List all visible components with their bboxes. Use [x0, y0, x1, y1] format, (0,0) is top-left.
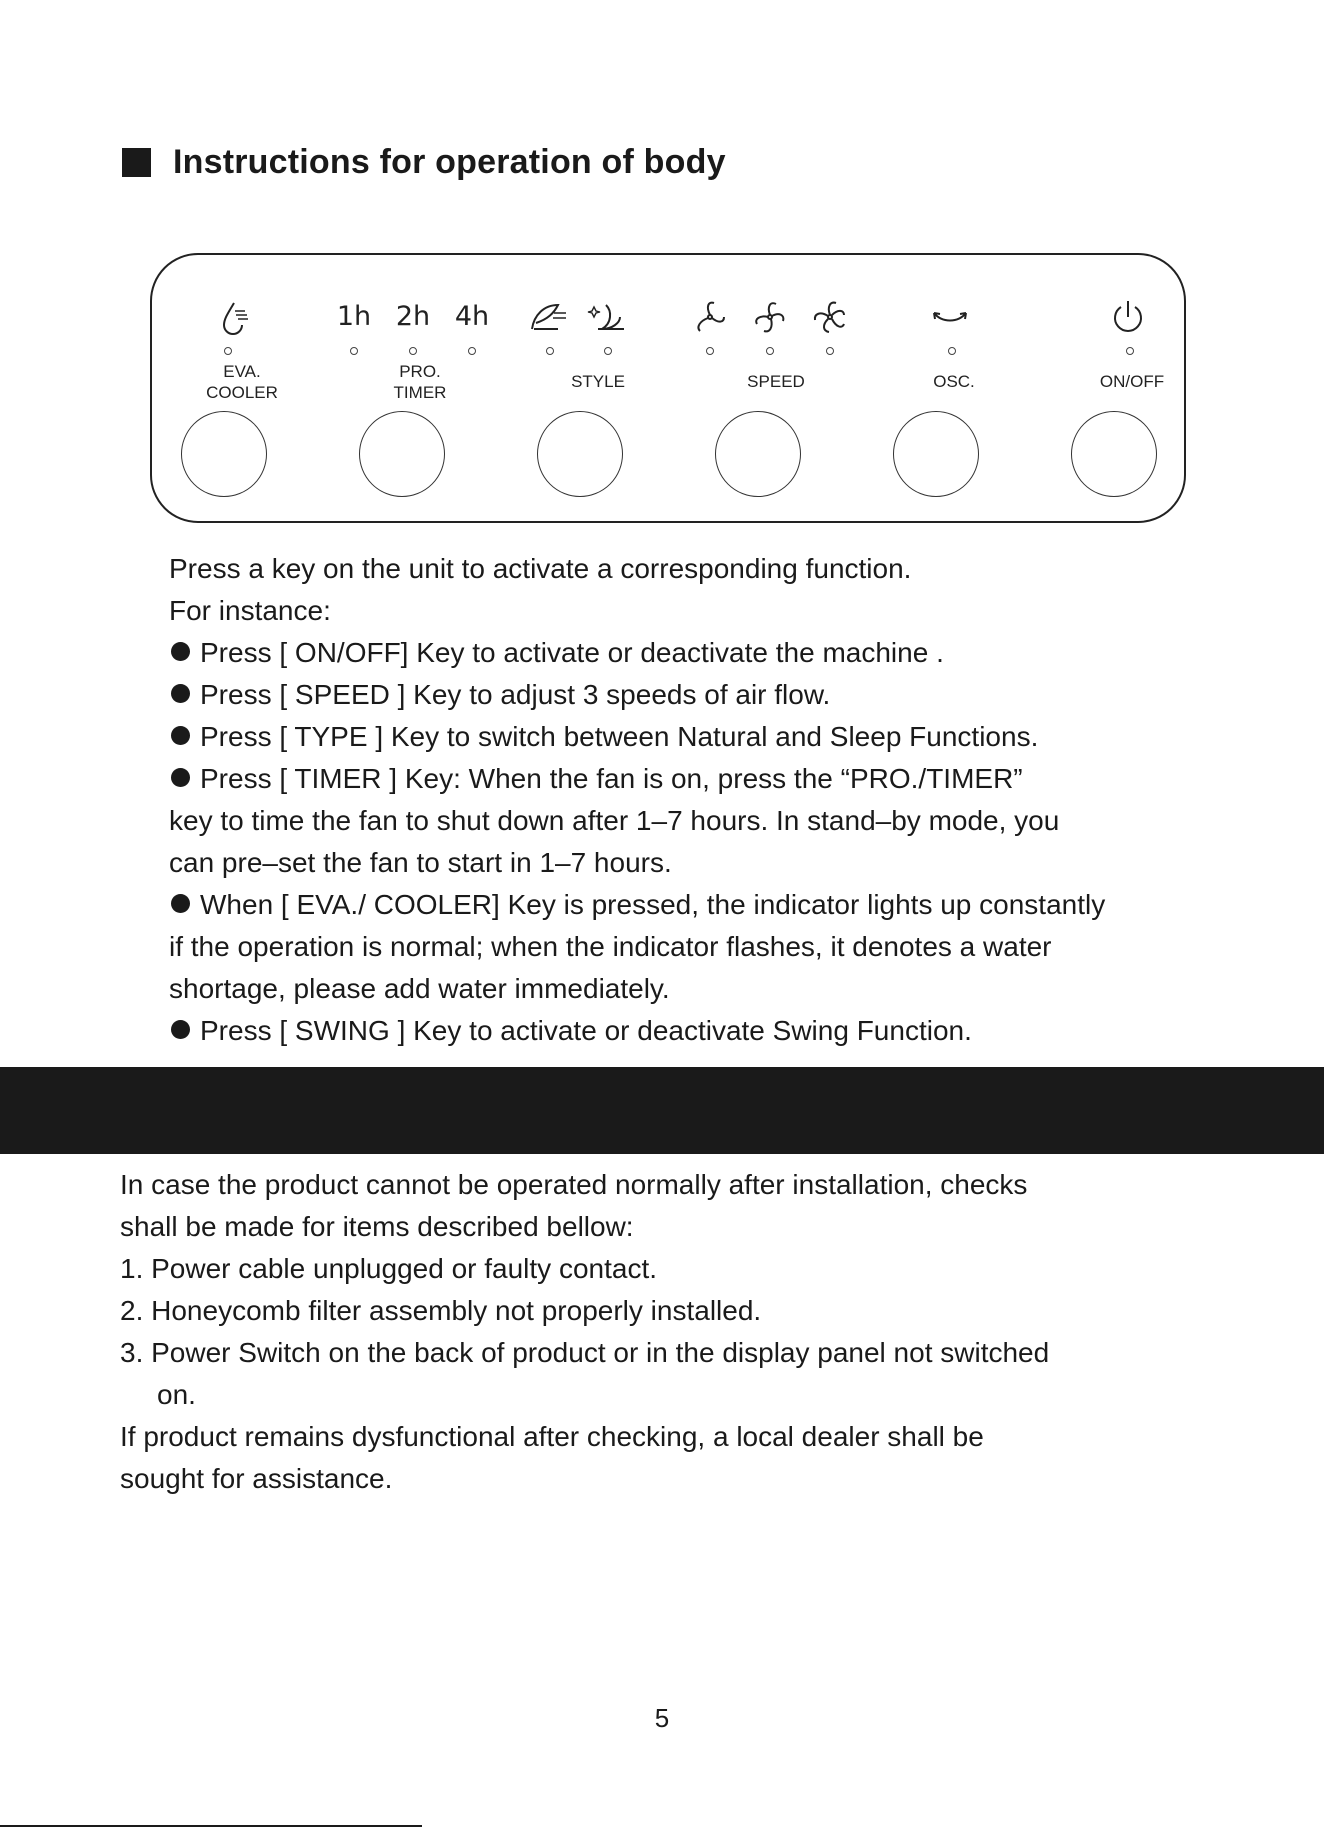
natural-wind-leaf-icon	[526, 297, 574, 337]
bullet-timer-line3: can pre–set the fan to start in 1–7 hours.	[169, 847, 672, 878]
onoff-label: ON/OFF	[1099, 372, 1165, 391]
timer-4h-text: 4h	[454, 301, 490, 332]
style-group	[508, 255, 688, 521]
speed-label: SPEED	[747, 372, 805, 391]
bullet-type: Press [ TYPE ] Key to switch between Natural and Sleep Functions.	[169, 716, 1209, 758]
section-title: Instructions for operation of body	[173, 143, 726, 181]
speed-mid-led	[766, 347, 774, 355]
footer-rule	[0, 1825, 422, 1827]
page-number: 5	[654, 1703, 670, 1733]
bullet-eva-line3: shortage, please add water immediately.	[169, 973, 670, 1004]
ts-item3-line1: 3. Power Switch on the back of product or in the display panel not switched	[120, 1337, 1050, 1368]
intro-line1: Press a key on the unit to activate a corresponding function.	[169, 553, 912, 584]
bullet-eva: When [ EVA./ COOLER] Key is pressed, the indicator lights up constantly	[169, 884, 1209, 926]
ts-para1-line1: In case the product cannot be operated normally after installation, checks	[120, 1169, 1028, 1200]
timer-button[interactable]	[359, 411, 445, 497]
eva-indicator-led	[224, 347, 232, 355]
style-sleep-led	[604, 347, 612, 355]
ts-item2: 2. Honeycomb filter assembly not properly installed.	[120, 1295, 762, 1326]
eva-cooler-button[interactable]	[181, 411, 267, 497]
osc-button[interactable]	[893, 411, 979, 497]
eva-label-line2: COOLER	[206, 383, 278, 402]
timer-1h-led	[350, 347, 358, 355]
control-panel-diagram	[150, 253, 1186, 523]
style-label: STYLE	[571, 372, 625, 391]
troubleshooting-text	[120, 1164, 1220, 1500]
timer-4h-led	[468, 347, 476, 355]
timer-1h-text: 1h	[336, 301, 372, 332]
ts-para2-line1: If product remains dysfunctional after checking, a local dealer shall be	[120, 1421, 984, 1452]
bullet-icon	[171, 684, 190, 703]
intro-line2: For instance:	[169, 595, 331, 626]
bullet-icon	[171, 894, 190, 913]
bullet-timer-line2: key to time the fan to shut down after 1–7 hours. In stand–by mode, you	[169, 805, 1060, 836]
bullet-timer: Press [ TIMER ] Key: When the fan is on, press the “PRO./TIMER”	[169, 758, 1209, 800]
style-button[interactable]	[537, 411, 623, 497]
ts-item1: 1. Power cable unplugged or faulty contact.	[120, 1253, 658, 1284]
osc-group	[864, 255, 1044, 521]
water-drop-wave-icon	[214, 297, 262, 337]
sleep-moon-star-icon	[584, 297, 632, 337]
bullet-eva-line2: if the operation is normal; when the indicator flashes, it denotes a water	[169, 931, 1052, 962]
bullet-swing: Press [ SWING ] Key to activate or deactivate Swing Function.	[169, 1010, 1209, 1052]
speed-button[interactable]	[715, 411, 801, 497]
timer-label-line1: PRO.	[399, 362, 441, 381]
osc-led	[948, 347, 956, 355]
fan-mid-icon	[746, 297, 794, 337]
onoff-button[interactable]	[1071, 411, 1157, 497]
onoff-group	[1042, 255, 1222, 521]
ts-para1-line2: shall be made for items described bellow:	[120, 1211, 634, 1242]
onoff-led	[1126, 347, 1134, 355]
eva-cooler-group	[152, 255, 332, 521]
bullet-onoff: Press [ ON/OFF] Key to activate or deactivate the machine .	[169, 632, 1209, 674]
power-icon	[1104, 297, 1152, 337]
swing-arrow-icon	[926, 297, 974, 337]
timer-group	[330, 255, 510, 521]
ts-item3-line2: on.	[157, 1379, 196, 1410]
style-natural-led	[546, 347, 554, 355]
speed-high-led	[826, 347, 834, 355]
osc-label: OSC.	[933, 372, 975, 391]
bullet-icon	[171, 726, 190, 745]
heading-square-icon	[122, 148, 151, 177]
bullet-icon	[171, 768, 190, 787]
speed-low-led	[706, 347, 714, 355]
speed-group	[686, 255, 866, 521]
bullet-icon	[171, 642, 190, 661]
bullet-speed: Press [ SPEED ] Key to adjust 3 speeds of air flow.	[169, 674, 1209, 716]
bullet-icon	[171, 1020, 190, 1039]
eva-label-line1: EVA.	[223, 362, 261, 381]
instructions-text	[169, 548, 1209, 1052]
section-heading	[122, 143, 726, 182]
fan-high-icon	[806, 297, 854, 337]
timer-2h-text: 2h	[395, 301, 431, 332]
fan-low-icon	[686, 297, 734, 337]
ts-para2-line2: sought for assistance.	[120, 1463, 393, 1494]
section-divider-bar	[0, 1067, 1324, 1154]
timer-2h-led	[409, 347, 417, 355]
timer-label-line2: TIMER	[393, 383, 447, 402]
